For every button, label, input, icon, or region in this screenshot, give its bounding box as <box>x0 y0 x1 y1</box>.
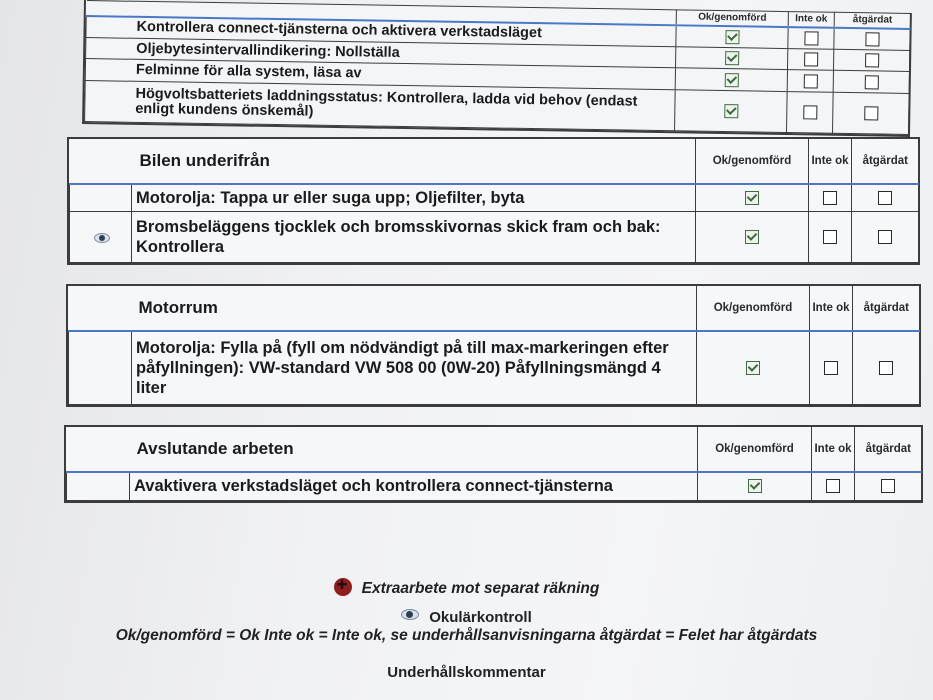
top-section <box>82 0 912 137</box>
section-bilen-underifran <box>67 137 920 265</box>
col-fixed-header: åtgärdat <box>855 427 922 472</box>
not-ok-checkbox[interactable] <box>826 479 840 493</box>
legend-extra-label: Extraarbete mot separat räkning <box>361 580 600 597</box>
task-label: Avaktivera verkstadsläget och kontrollera connect-tjänsterna <box>130 472 698 501</box>
ok-checkbox[interactable] <box>724 104 738 118</box>
not-ok-checkbox[interactable] <box>804 52 818 66</box>
table-row <box>69 331 920 405</box>
ok-checkbox[interactable] <box>748 479 762 493</box>
legend-definitions: Ok/genomförd = Ok Inte ok = Inte ok, se underhållsanvisningarna åtgärdat = Felet har åtgärdats <box>115 627 818 644</box>
task-label: Motorolja: Fylla på (fyll om nödvändigt på till max-markeringen efter påfyllningen): VW-standard VW 508 00 (0W-20) Påfyllningsmängd 4 liter <box>132 331 697 405</box>
not-ok-checkbox[interactable] <box>803 105 817 119</box>
not-ok-checkbox[interactable] <box>803 74 817 88</box>
fixed-checkbox[interactable] <box>878 230 892 244</box>
col-fixed-header: åtgärdat <box>834 12 910 28</box>
section-title: Motorrum <box>69 286 697 331</box>
col-not-ok-header: Inte ok <box>812 427 855 472</box>
col-not-ok-header: Inte ok <box>788 12 834 28</box>
ocular-inspection-icon <box>94 233 110 243</box>
legend-extra-work <box>0 578 933 598</box>
fixed-checkbox[interactable] <box>879 361 893 375</box>
ok-checkbox[interactable] <box>725 30 739 44</box>
ok-checkbox[interactable] <box>745 191 759 205</box>
not-ok-checkbox[interactable] <box>823 230 837 244</box>
comment-heading: Underhållskommentar <box>387 664 546 681</box>
extra-work-icon <box>334 578 352 596</box>
col-fixed-header: åtgärdat <box>852 139 919 184</box>
not-ok-checkbox[interactable] <box>824 361 838 375</box>
not-ok-checkbox[interactable] <box>823 191 837 205</box>
ok-checkbox[interactable] <box>745 230 759 244</box>
col-ok-header: Ok/genomförd <box>696 139 809 184</box>
fixed-checkbox[interactable] <box>864 75 878 89</box>
table-row <box>70 212 919 263</box>
task-label: Felminne för alla system, läsa av <box>85 59 675 90</box>
task-label: Kontrollera connect-tjänsterna och aktivera verkstadsläget <box>86 16 676 47</box>
col-ok-header: Ok/genomförd <box>676 10 788 27</box>
col-not-ok-header: Inte ok <box>810 286 853 331</box>
section-motorrum <box>66 284 921 407</box>
task-label: Bromsbeläggens tjocklek och bromsskivornas skick fram och bak: Kontrollera <box>132 212 696 263</box>
not-ok-checkbox[interactable] <box>804 31 818 45</box>
fixed-checkbox[interactable] <box>864 106 878 120</box>
fixed-checkbox[interactable] <box>865 53 879 67</box>
legend-ocular-label: Okulärkontroll <box>429 609 532 626</box>
section-title: Avslutande arbeten <box>67 427 698 472</box>
col-fixed-header: åtgärdat <box>853 286 920 331</box>
section-title: Bilen underifrån <box>70 139 696 184</box>
task-label: Oljebytesintervallindikering: Nollställa <box>86 37 676 68</box>
section-avslutande-arbeten <box>64 425 923 503</box>
col-ok-header: Ok/genomförd <box>697 286 810 331</box>
ok-checkbox[interactable] <box>724 73 738 87</box>
task-label: Högvoltsbatteriets laddningsstatus: Kontrollera, ladda vid behov (endast enligt kundens önskemål) <box>85 80 676 130</box>
table-row <box>67 472 922 501</box>
fixed-checkbox[interactable] <box>865 32 879 46</box>
col-not-ok-header: Inte ok <box>809 139 852 184</box>
task-label: Motorolja: Tappa ur eller suga upp; Oljefilter, byta <box>132 184 696 212</box>
fixed-checkbox[interactable] <box>881 479 895 493</box>
col-ok-header: Ok/genomförd <box>698 427 812 472</box>
ok-checkbox[interactable] <box>725 51 739 65</box>
table-row <box>70 184 919 212</box>
legend-ocular <box>0 609 933 626</box>
ok-checkbox[interactable] <box>746 361 760 375</box>
ocular-inspection-icon <box>401 609 419 620</box>
fixed-checkbox[interactable] <box>878 191 892 205</box>
